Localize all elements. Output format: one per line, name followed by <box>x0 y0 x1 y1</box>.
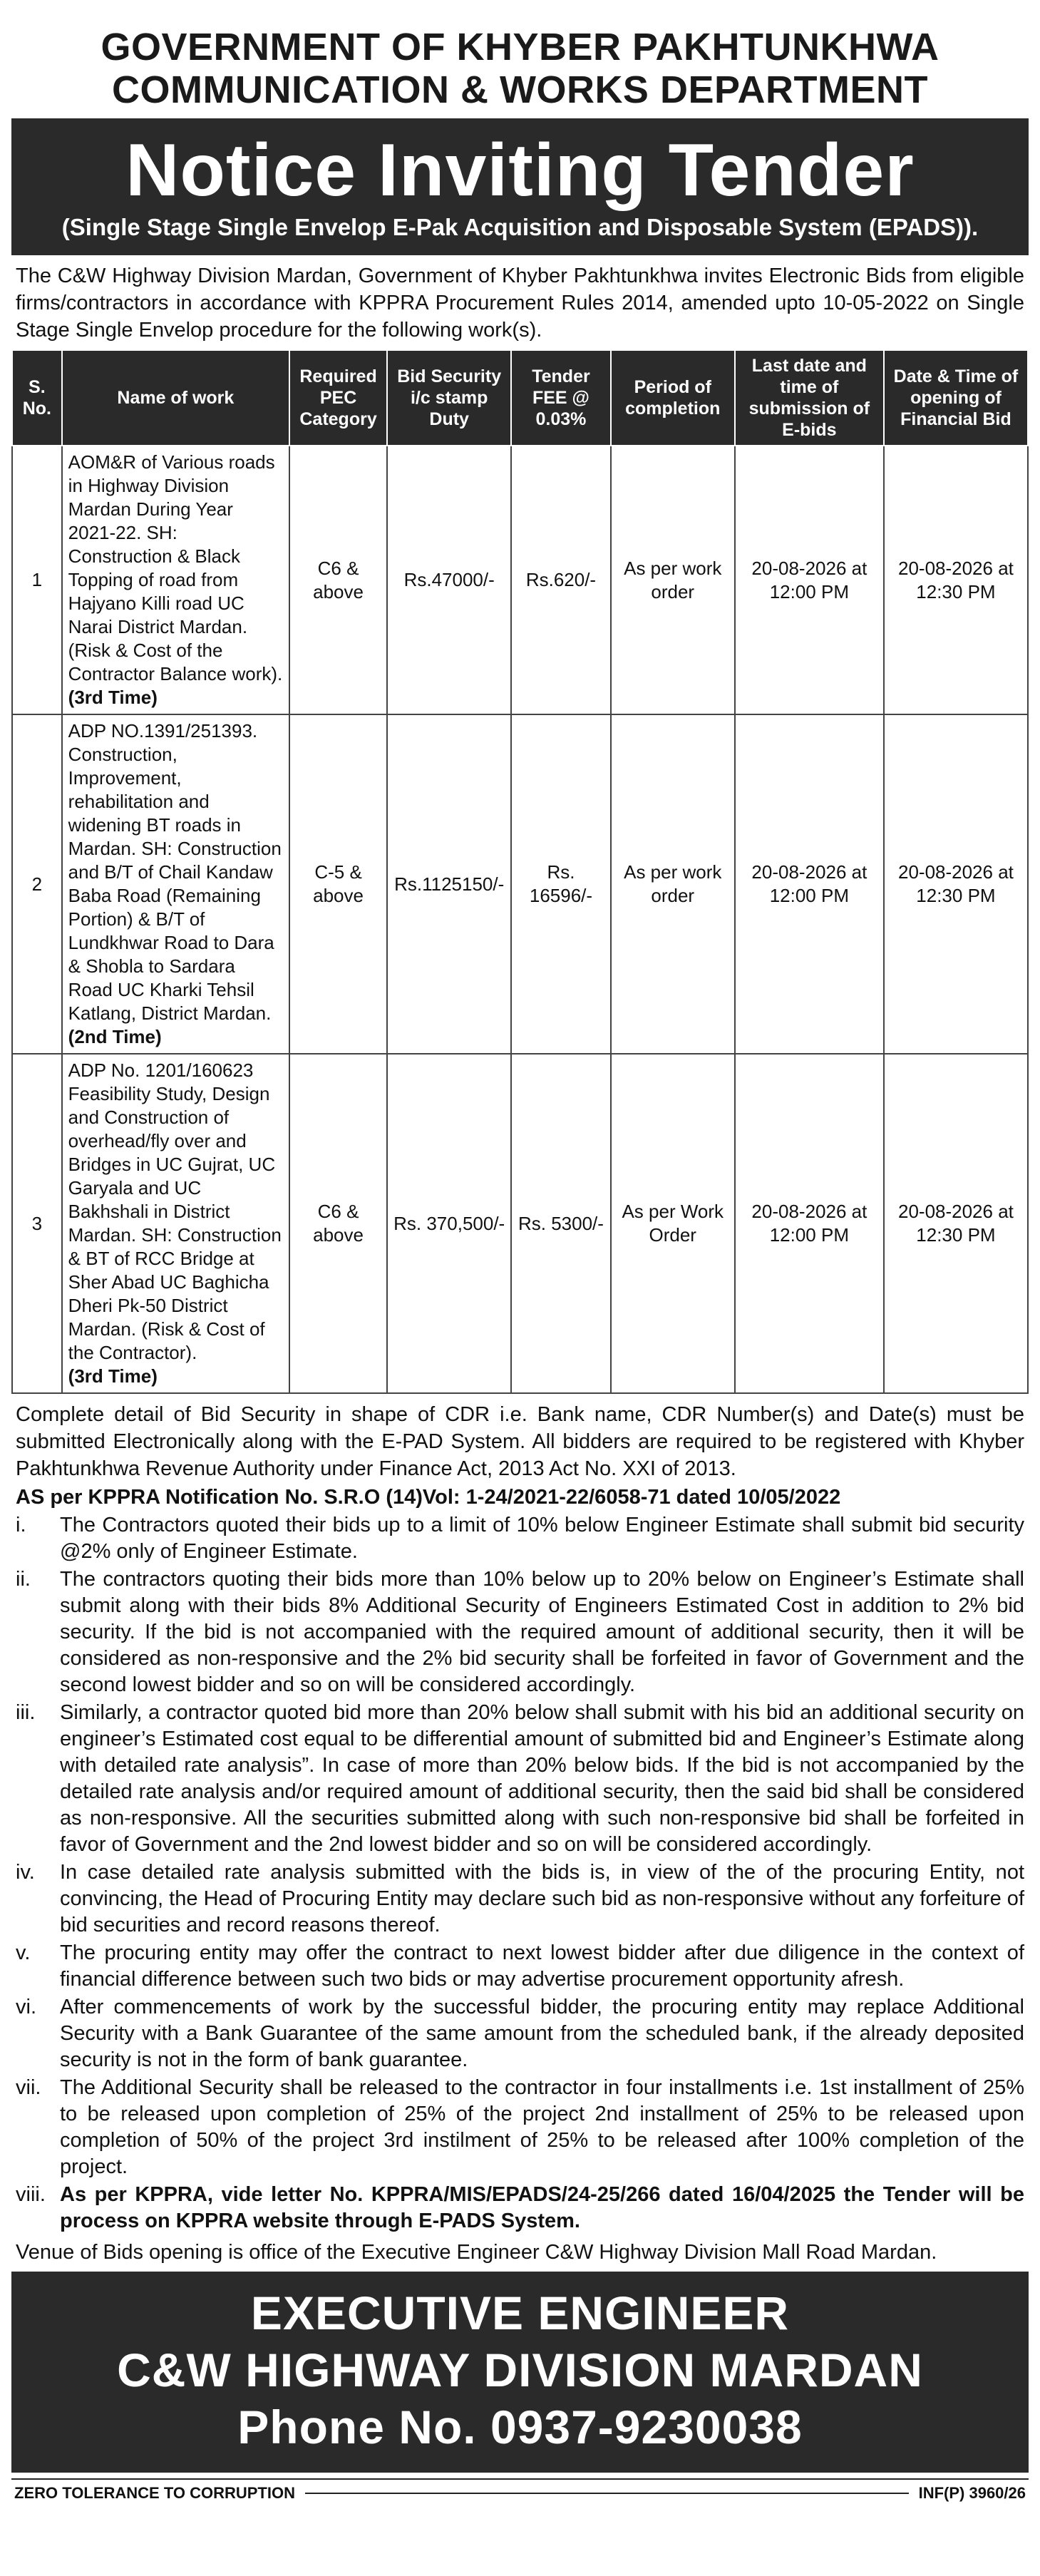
kppra-notification-heading: AS per KPPRA Notification No. S.R.O (14)Vol: 1-24/2021-22/6058-71 dated 10/05/2022 <box>16 1486 841 1509</box>
list-item <box>16 1700 1024 1858</box>
row-last-date: 20-08-2026 at 12:00 PM <box>735 714 884 1054</box>
notice-title: Notice Inviting Tender <box>125 129 915 212</box>
item-text: After commencements of work by the successful bidder, the procuring entity may replace Additional Security with a Bank Guarantee of the same amount from the scheduled bank, if the already deposited security is not in the form of bank guarantee. <box>60 1996 1024 2071</box>
item-text: Similarly, a contractor quoted bid more than 20% below shall submit with his bid an additional security on engineer’s Estimated cost equal to be differential amount of submitted bid and Engineer’s Estimate along with detailed rate analysis”. In case of more than 20% below bids. If the bid is not accompanied by the detailed rate analysis and/or required amount of additional security, then the said bid shall be considered as non-responsive. All the securities submitted along with such non-responsive bid shall be forfeited in favor of Government and the 2nd lowest bidder and so on will be considered accordingly. <box>60 1701 1024 1856</box>
title-banner <box>11 118 1029 255</box>
table-row <box>12 714 1028 1054</box>
row-fee: Rs. 16596/- <box>511 714 610 1054</box>
row-sno: 2 <box>12 714 62 1054</box>
bottom-strip <box>11 2478 1029 2507</box>
inf-number: INF(P) 3960/26 <box>918 2484 1026 2502</box>
work-time-label: (3rd Time) <box>68 1365 158 1387</box>
col-last-date: Last date and time of submission of E-bids <box>735 350 884 446</box>
item-number: iii. <box>16 1701 36 1724</box>
signature-block <box>11 2272 1029 2473</box>
row-security: Rs. 370,500/- <box>387 1054 511 1393</box>
works-table <box>11 349 1029 1394</box>
item-number: vii. <box>16 2076 41 2099</box>
item-number: viii. <box>16 2183 46 2206</box>
row-pec: C6 & above <box>289 446 387 714</box>
tender-notice <box>11 7 1029 2507</box>
divider <box>305 2493 909 2494</box>
list-item <box>16 1994 1024 2073</box>
col-period: Period of completion <box>611 350 735 446</box>
work-time-label: (3rd Time) <box>68 687 158 708</box>
item-text: The procuring entity may offer the contract to next lowest bidder after due diligence in the context of financial difference between such two bids or may advertise procurement opportunity afresh. <box>60 1941 1024 1991</box>
list-item <box>16 2182 1024 2234</box>
row-fee: Rs.620/- <box>511 446 610 714</box>
row-last-date: 20-08-2026 at 12:00 PM <box>735 446 884 714</box>
list-item <box>16 1940 1024 1993</box>
work-time-label: (2nd Time) <box>68 1026 162 1047</box>
col-bid-security: Bid Security i/c stamp Duty <box>387 350 511 446</box>
list-item <box>16 1512 1024 1565</box>
col-opening-date: Date & Time of opening of Financial Bid <box>884 350 1028 446</box>
item-number: vi. <box>16 1996 36 2018</box>
item-number: i. <box>16 1514 26 1536</box>
row-pec: C-5 & above <box>289 714 387 1054</box>
header <box>11 7 1029 111</box>
col-name-of-work: Name of work <box>62 350 289 446</box>
slogan: ZERO TOLERANCE TO CORRUPTION <box>14 2484 295 2502</box>
list-item <box>16 1859 1024 1939</box>
header-government: GOVERNMENT OF KHYBER PAKHTUNKHWA <box>101 26 939 68</box>
col-pec-category: Required PEC Category <box>289 350 387 446</box>
row-last-date: 20-08-2026 at 12:00 PM <box>735 1054 884 1393</box>
row-work <box>62 1054 289 1393</box>
table-row <box>12 446 1028 714</box>
work-description: ADP NO.1391/251393. Construction, Improvement, rehabilitation and widening BT roads in Mardan. SH: Construction and B/T of Chail Kandaw Baba Road (Remaining Portion) & B/T of Lundkhwar Road to Dara & Shobla to Sardara Road UC Kharki Tehsil Katlang, District Mardan. <box>68 720 282 1024</box>
table-header-row <box>12 350 1028 446</box>
row-pec: C6 & above <box>289 1054 387 1393</box>
bid-security-paragraph: Complete detail of Bid Security in shape of CDR i.e. Bank name, CDR Number(s) and Date(s) must be submitted Electronically along with the E-PAD System. All bidders are required to be registered with Khyber Pakhtunkhwa Revenue Authority under Finance Act, 2013 Act No. XXI of 2013. <box>16 1403 1024 1480</box>
item-text: The Contractors quoted their bids up to a limit of 10% below Engineer Estimate shall submit bid security @2% only of Engineer Estimate. <box>60 1514 1024 1563</box>
row-security: Rs.47000/- <box>387 446 511 714</box>
row-period: As per work order <box>611 714 735 1054</box>
col-sno: S. No. <box>12 350 62 446</box>
list-item <box>16 1566 1024 1698</box>
item-number: iv. <box>16 1861 35 1884</box>
row-period: As per work order <box>611 446 735 714</box>
signatory-title: EXECUTIVE ENGINEER <box>250 2287 790 2339</box>
row-security: Rs.1125150/- <box>387 714 511 1054</box>
item-text: As per KPPRA, vide letter No. KPPRA/MIS/EPADS/24-25/266 dated 16/04/2025 the Tender will be process on KPPRA website through E-PADS System. <box>60 2183 1024 2232</box>
item-text: The Additional Security shall be released to the contractor in four installments i.e. 1st installment of 25% to be released upon completion of 25% of the project 2nd installment of 25% to be released upon completion of 50% of the project 3rd instilment of 25% to be released after 100% completion of the project. <box>60 2076 1024 2178</box>
row-sno: 1 <box>12 446 62 714</box>
row-period: As per Work Order <box>611 1054 735 1393</box>
item-number: ii. <box>16 1568 31 1591</box>
venue-paragraph: Venue of Bids opening is office of the Executive Engineer C&W Highway Division Mall Road Mardan. <box>16 2241 937 2264</box>
row-sno: 3 <box>12 1054 62 1393</box>
header-department: COMMUNICATION & WORKS DEPARTMENT <box>112 68 928 111</box>
row-work <box>62 446 289 714</box>
conditions-list <box>11 1512 1029 2234</box>
item-text: The contractors quoting their bids more than 10% below up to 20% below on Engineer’s Estimate shall submit along with their bids 8% Additional Security of Engineers Estimated Cost in addition to 2% bid security. If the bid is not accompanied with the required amount of additional security, then it will be considered as non-responsive and the 2% bid security shall be forfeited in favor of Government and the second lowest bidder and so on will be considered accordingly. <box>60 1568 1024 1696</box>
work-description: AOM&R of Various roads in Highway Division Mardan During Year 2021-22. SH: Construction & Black Topping of road from Hajyano Killi road UC Narai District Mardan. (Risk & Cost of the Contractor Balance work). <box>68 451 283 684</box>
col-tender-fee: Tender FEE @ 0.03% <box>511 350 610 446</box>
table-row <box>12 1054 1028 1393</box>
row-opening: 20-08-2026 at 12:30 PM <box>884 714 1028 1054</box>
item-number: v. <box>16 1941 31 1964</box>
row-fee: Rs. 5300/- <box>511 1054 610 1393</box>
work-description: ADP No. 1201/160623 Feasibility Study, Design and Construction of overhead/fly over and Bridges in UC Gujrat, UC Garyala and UC Bakhshali in District Mardan. SH: Construction & BT of RCC Bridge at Sher Abad UC Baghicha Dheri Pk-50 District Mardan. (Risk & Cost of the Contractor). <box>68 1059 282 1363</box>
row-opening: 20-08-2026 at 12:30 PM <box>884 1054 1028 1393</box>
intro-paragraph: The C&W Highway Division Mardan, Government of Khyber Pakhtunkhwa invites Electronic Bids from eligible firms/contractors in accordance with KPPRA Procurement Rules 2014, amended upto 10-05-2022 on Single Stage Single Envelop procedure for the following work(s). <box>16 265 1024 342</box>
notice-subtitle: (Single Stage Single Envelop E-Pak Acquisition and Disposable System (EPADS)). <box>61 214 979 240</box>
list-item <box>16 2075 1024 2180</box>
signatory-phone: Phone No. 0937-9230038 <box>237 2401 803 2453</box>
row-opening: 20-08-2026 at 12:30 PM <box>884 446 1028 714</box>
signatory-office: C&W HIGHWAY DIVISION MARDAN <box>117 2344 923 2396</box>
row-work <box>62 714 289 1054</box>
item-text: In case detailed rate analysis submitted with the bids is, in view of the of the procuring Entity, not convincing, the Head of Procuring Entity may declare such bid as non-responsive without any forfeiture of bid securities and record reasons thereof. <box>60 1861 1024 1936</box>
